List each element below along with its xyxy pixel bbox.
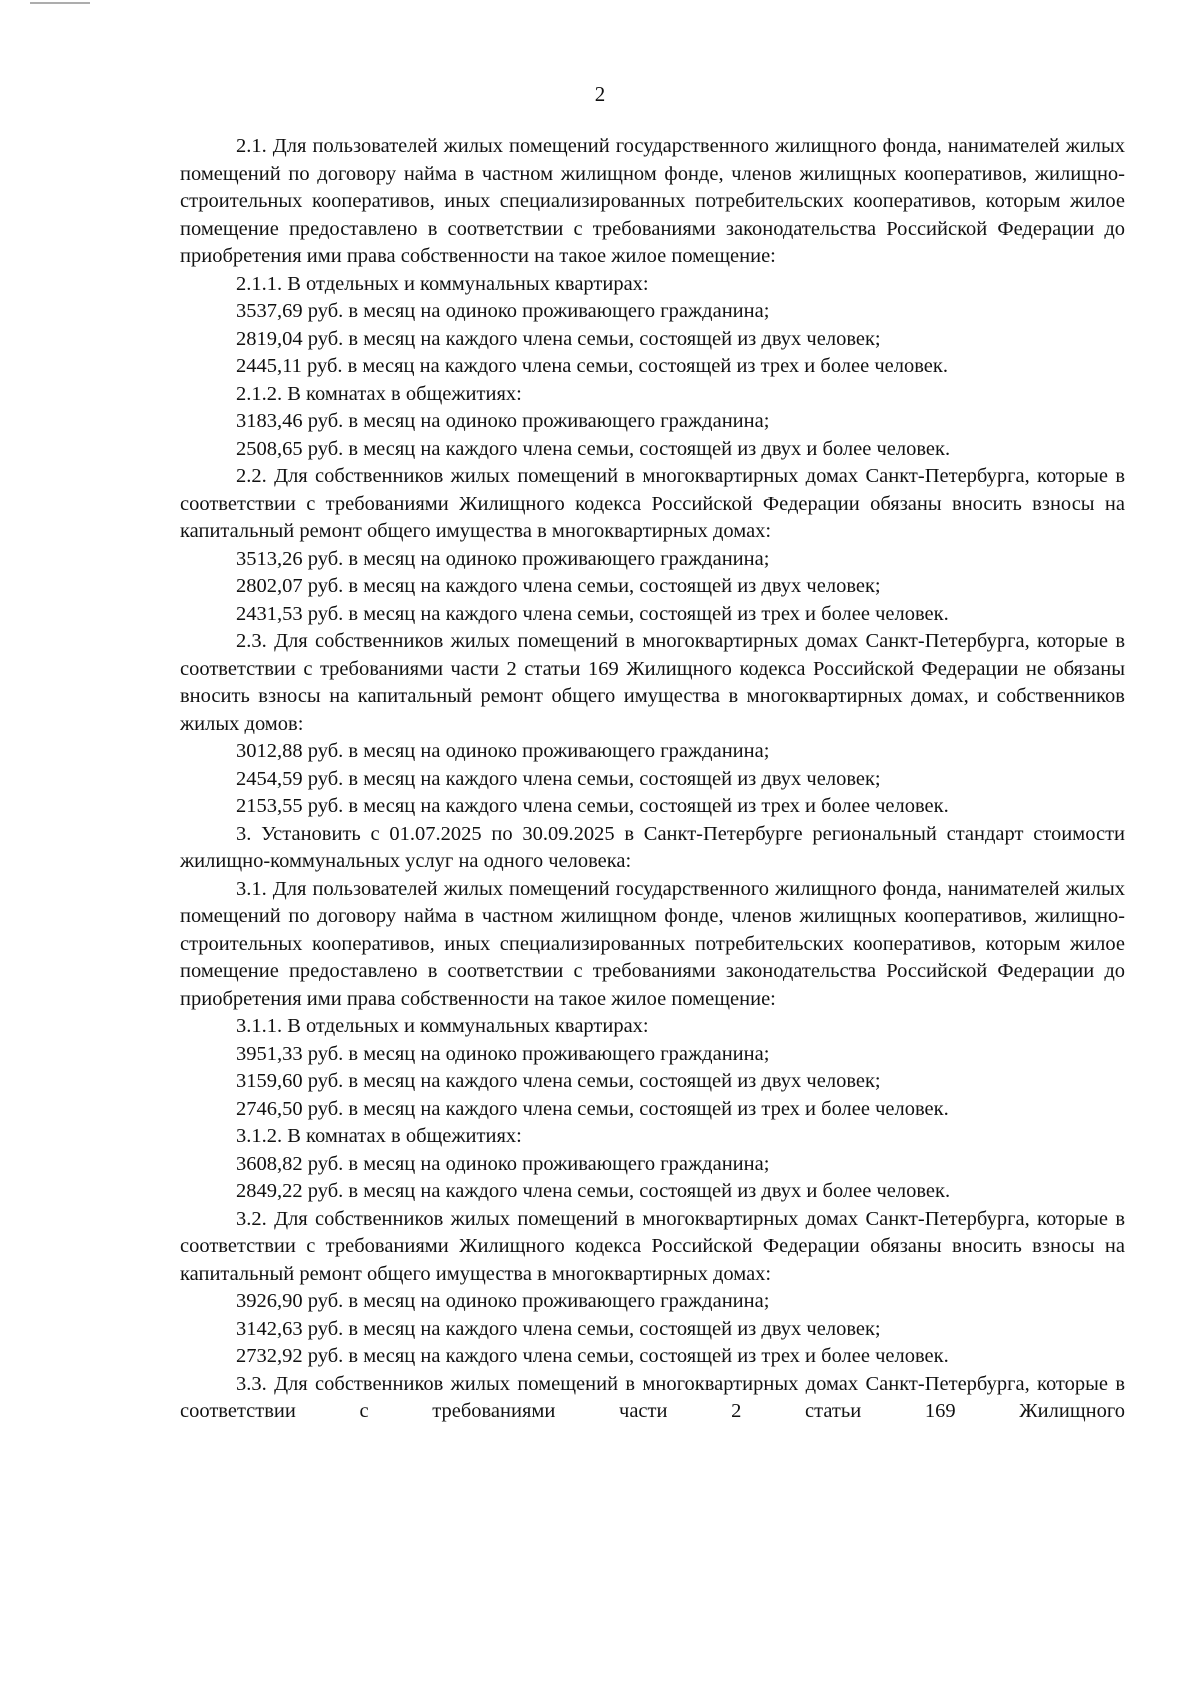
paragraph: 2.1. Для пользователей жилых помещений государственного жилищного фонда, нанимателей жилых помещений по договору найма в частном жилищном фонде, членов жилищных кооперативов, жилищно-строительных кооперативов, иных специализированных потребительских кооперативов, которым жилое помещение предоставлено в соответствии с требованиями законодательства Российской Федерации до приобретения ими права собственности на такое жилое помещение:: [180, 135, 1125, 267]
paragraph: 3142,63 руб. в месяц на каждого члена семьи, состоящей из двух человек;: [236, 1317, 881, 1340]
paragraph: 3.3. Для собственников жилых помещений в многоквартирных домах Санкт-Петербурга, которые в соответствии с требованиями части 2 статьи 169 Жилищного: [180, 1372, 1125, 1422]
paragraph: 3.1.1. В отдельных и коммунальных квартирах:: [236, 1015, 649, 1037]
paragraph: 3. Установить с 01.07.2025 по 30.09.2025 в Санкт-Петербурге региональный стандарт стоимости жилищно-коммунальных услуг на одного человека:: [180, 822, 1125, 872]
paragraph: 2431,53 руб. в месяц на каждого члена семьи, состоящей из трех и более человек.: [236, 602, 949, 625]
paragraph: 3159,60 руб. в месяц на каждого члена семьи, состоящей из двух человек;: [236, 1070, 881, 1092]
paragraph: 3.1. Для пользователей жилых помещений государственного жилищного фонда, нанимателей жилых помещений по договору найма в частном жилищном фонде, членов жилищных кооперативов, жилищно-строительных кооперативов, иных специализированных потребительских кооперативов, которым жилое помещение предоставлено в соответствии с требованиями законодательства Российской Федерации до приобретения ими права собственности на такое жилое помещение:: [180, 877, 1125, 1010]
paragraph: 3537,69 руб. в месяц на одиноко проживающего гражданина;: [236, 300, 770, 322]
paragraph: 2746,50 руб. в месяц на каждого члена семьи, состоящей из трех и более человек.: [236, 1097, 949, 1120]
paragraph: 3.1.2. В комнатах в общежитиях:: [236, 1125, 522, 1147]
paragraph: 3.2. Для собственников жилых помещений в многоквартирных домах Санкт-Петербурга, которые в соответствии с требованиями Жилищного кодекса Российской Федерации обязаны вносить взносы на капитальный ремонт общего имущества в многоквартирных домах:: [180, 1207, 1125, 1285]
paragraph: 3183,46 руб. в месяц на одиноко проживающего гражданина;: [236, 410, 770, 432]
paragraph: 3951,33 руб. в месяц на одиноко проживающего гражданина;: [236, 1042, 770, 1065]
paragraph: 2802,07 руб. в месяц на каждого члена семьи, состоящей из двух человек;: [236, 575, 881, 597]
document-body: [180, 133, 1125, 1426]
paragraph: 2.3. Для собственников жилых помещений в многоквартирных домах Санкт-Петербурга, которые в соответствии с требованиями части 2 статьи 169 Жилищного кодекса Российской Федерации не обязаны вносить взносы на капитальный ремонт общего имущества в многоквартирных домах, и собственников жилых домов:: [180, 630, 1125, 735]
paragraph: 2849,22 руб. в месяц на каждого члена семьи, состоящей из двух и более человек.: [236, 1180, 951, 1202]
paragraph: 3012,88 руб. в месяц на одиноко проживающего гражданина;: [236, 740, 770, 762]
paragraph: 2.1.2. В комнатах в общежитиях:: [236, 382, 522, 405]
paragraph: 3608,82 руб. в месяц на одиноко проживающего гражданина;: [236, 1152, 770, 1175]
scan-corner-mark: [30, 2, 90, 7]
paragraph: 2454,59 руб. в месяц на каждого члена семьи, состоящей из двух человек;: [236, 767, 881, 790]
paragraph: 2445,11 руб. в месяц на каждого члена семьи, состоящей из трех и более человек.: [236, 355, 948, 377]
paragraph: 2.1.1. В отдельных и коммунальных квартирах:: [236, 272, 649, 295]
paragraph: 3926,90 руб. в месяц на одиноко проживающего гражданина;: [236, 1290, 770, 1312]
paragraph: 2153,55 руб. в месяц на каждого члена семьи, состоящей из трех и более человек.: [236, 795, 949, 817]
paragraph: 2.2. Для собственников жилых помещений в многоквартирных домах Санкт-Петербурга, которые в соответствии с требованиями Жилищного кодекса Российской Федерации обязаны вносить взносы на капитальный ремонт общего имущества в многоквартирных домах:: [180, 465, 1125, 542]
paragraph: 2508,65 руб. в месяц на каждого члена семьи, состоящей из двух и более человек.: [236, 437, 951, 460]
paragraph: 2819,04 руб. в месяц на каждого члена семьи, состоящей из двух человек;: [236, 327, 881, 350]
paragraph: 3513,26 руб. в месяц на одиноко проживающего гражданина;: [236, 547, 770, 570]
paragraph: 2732,92 руб. в месяц на каждого члена семьи, состоящей из трех и более человек.: [236, 1345, 949, 1367]
page-number: 2: [594, 82, 606, 106]
